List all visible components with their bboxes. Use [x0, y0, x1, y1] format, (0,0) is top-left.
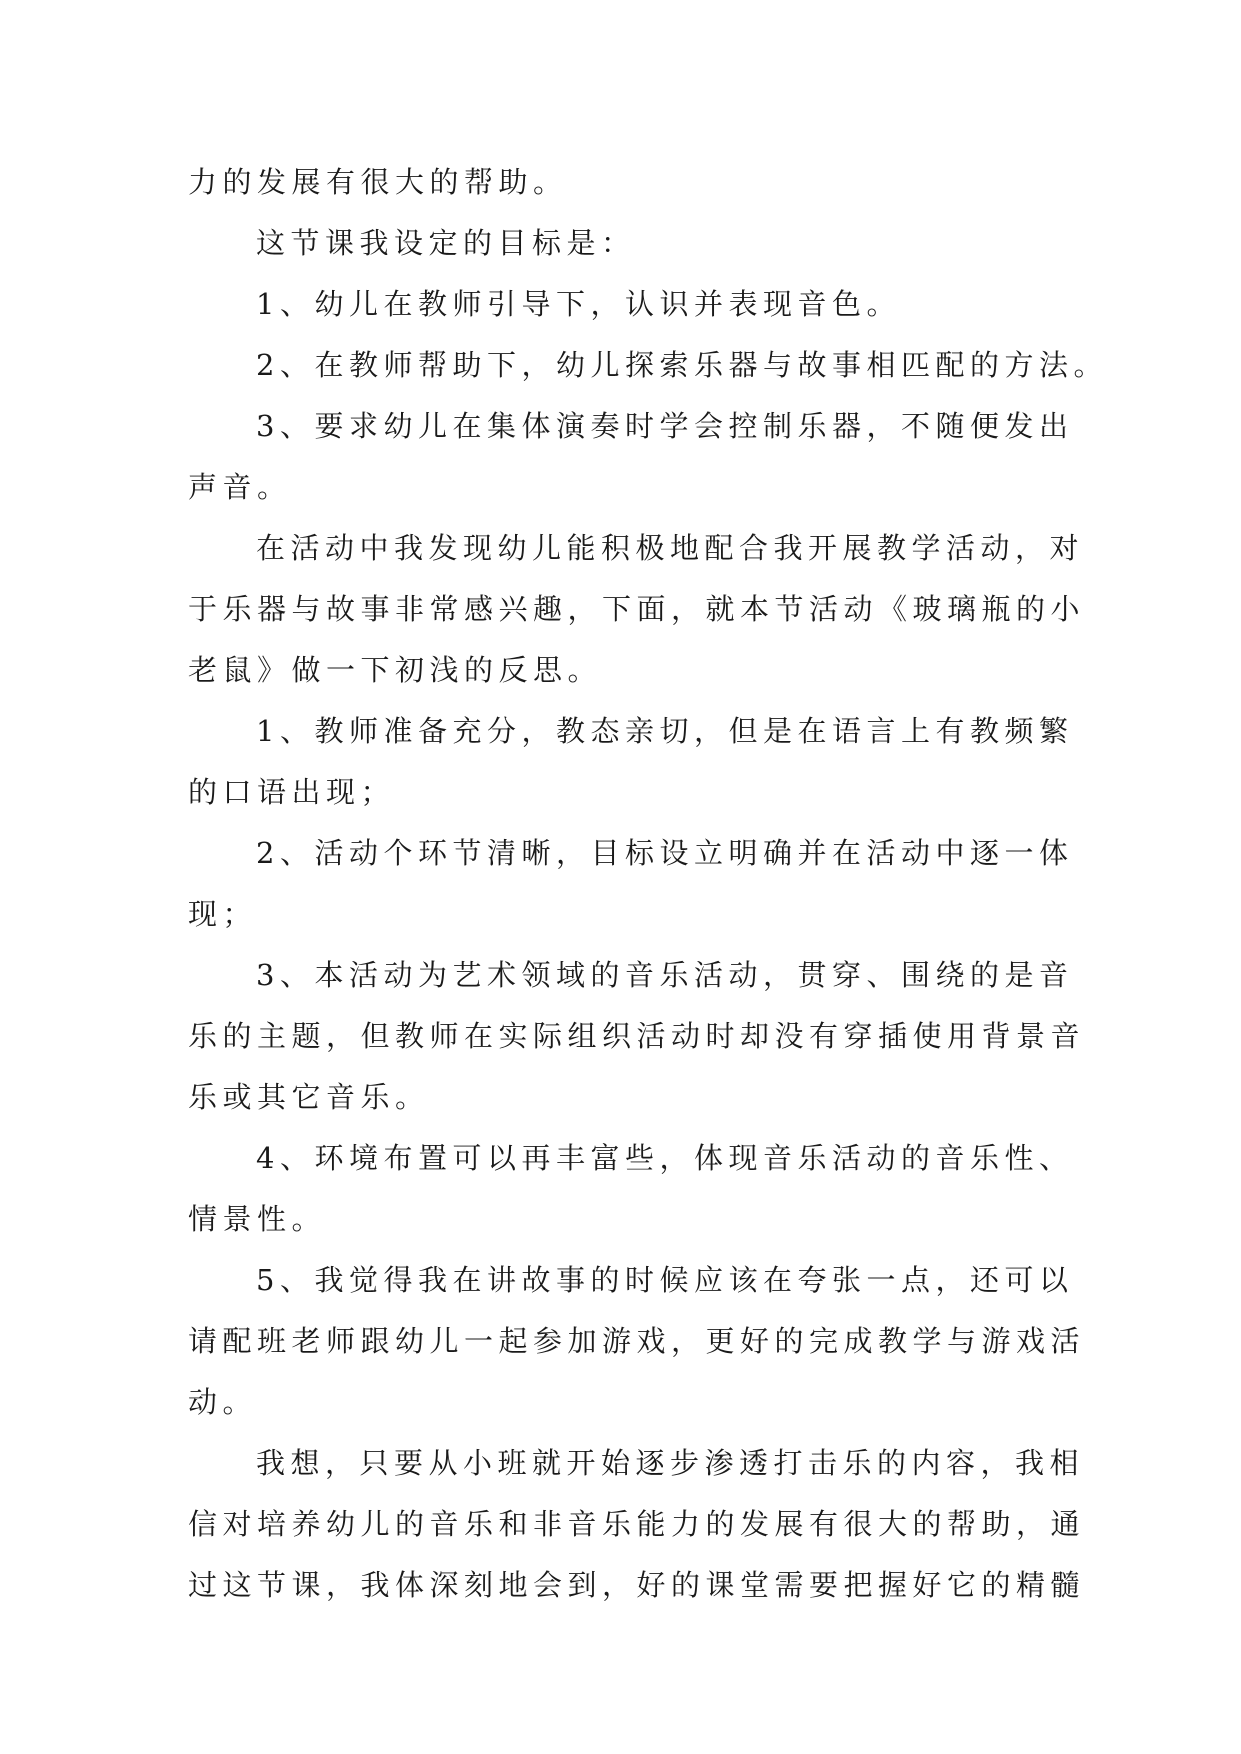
text-line: 2、活动个环节清晰，目标设立明确并在活动中逐一体 — [256, 836, 1074, 870]
text-line: 动。 — [188, 1385, 258, 1419]
text-line: 在活动中我发现幼儿能积极地配合我开展教学活动，对 — [256, 531, 1085, 565]
text-line: 3、本活动为艺术领域的音乐活动，贯穿、围绕的是音 — [256, 958, 1074, 992]
text-line: 3、要求幼儿在集体演奏时学会控制乐器，不随便发出 — [256, 409, 1074, 443]
text-line: 乐的主题，但教师在实际组织活动时却没有穿插使用背景音 — [188, 1019, 1086, 1053]
text-line: 4、环境布置可以再丰富些，体现音乐活动的音乐性、 — [256, 1141, 1074, 1175]
text-line: 的口语出现； — [188, 775, 396, 809]
text-line: 于乐器与故事非常感兴趣，下面，就本节活动《玻璃瓶的小 — [188, 592, 1086, 626]
text-line: 力的发展有很大的帮助。 — [188, 165, 568, 199]
text-line: 声音。 — [188, 470, 292, 504]
text-line: 老鼠》做一下初浅的反思。 — [188, 653, 603, 687]
text-line: 2、在教师帮助下，幼儿探索乐器与故事相匹配的方法。 — [256, 348, 1108, 382]
body-text — [188, 152, 1108, 1616]
text-line: 请配班老师跟幼儿一起参加游戏，更好的完成教学与游戏活 — [188, 1324, 1086, 1358]
text-line: 过这节课，我体深刻地会到，好的课堂需要把握好它的精髓 — [188, 1568, 1086, 1602]
text-line: 这节课我设定的目标是： — [256, 226, 636, 260]
text-line: 现； — [188, 897, 258, 931]
text-line: 情景性。 — [188, 1202, 327, 1236]
text-line: 我想，只要从小班就开始逐步渗透打击乐的内容，我相 — [256, 1446, 1085, 1480]
text-line: 1、幼儿在教师引导下，认识并表现音色。 — [256, 287, 901, 321]
text-line: 1、教师准备充分，教态亲切，但是在语言上有教频繁 — [256, 714, 1074, 748]
text-line: 信对培养幼儿的音乐和非音乐能力的发展有很大的帮助，通 — [188, 1507, 1086, 1541]
text-line: 乐或其它音乐。 — [188, 1080, 430, 1114]
text-line: 5、我觉得我在讲故事的时候应该在夸张一点，还可以 — [256, 1263, 1074, 1297]
